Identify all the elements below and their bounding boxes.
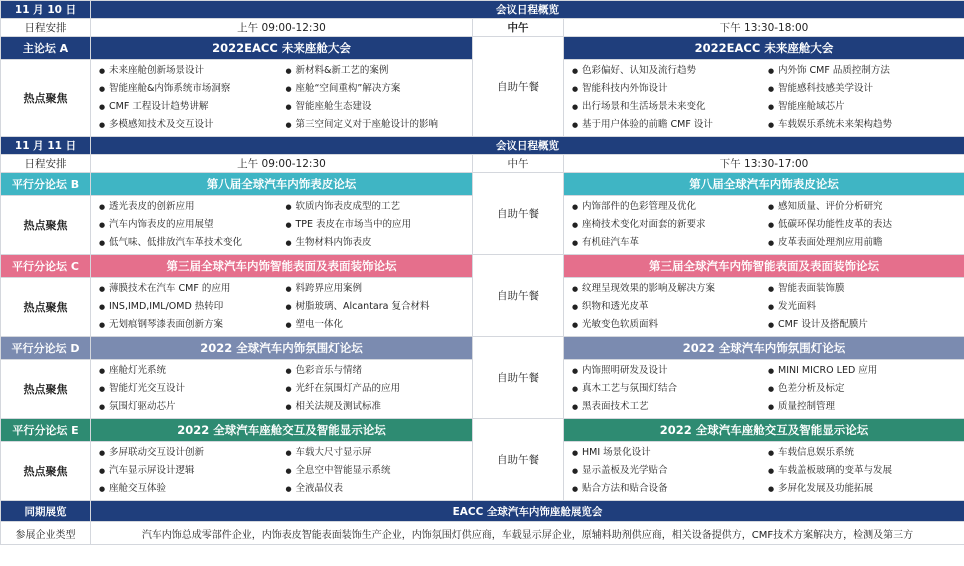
forum-title-row	[1, 173, 964, 196]
topic-item: ● 智能表面装饰膜	[768, 280, 964, 298]
overview-title: 会议日程概览	[91, 1, 964, 19]
topic-list	[91, 60, 472, 136]
hot-topics-label: 热点聚焦	[1, 360, 91, 419]
topic-list	[91, 278, 472, 336]
topic-list	[564, 360, 964, 418]
forum-title-row	[1, 37, 964, 60]
topic-item: ● 光敏变色软质面料	[572, 316, 768, 334]
topic-item: ● 座舱“空间重构”解决方案	[286, 80, 473, 98]
exhibitor-row	[1, 522, 964, 545]
noon-label: 中午	[473, 155, 564, 173]
topic-item: ● 光纤在氛围灯产品的应用	[286, 380, 473, 398]
topic-item: ● 智能座舱&内饰系统市场洞察	[99, 80, 286, 98]
pm-topics	[564, 196, 964, 255]
topic-item: ● 纹理呈现效果的影响及解决方案	[572, 280, 768, 298]
pm-topics	[564, 278, 964, 337]
forum-title-row	[1, 419, 964, 442]
schedule-row	[1, 19, 964, 37]
exhibitor-label: 参展企业类型	[1, 522, 91, 545]
hot-topics-label: 热点聚焦	[1, 442, 91, 501]
forum-am-title: 2022EACC 未来座舱大会	[91, 37, 473, 60]
topic-item: ● 座椅技术变化对面套的新要求	[572, 216, 768, 234]
morning-time: 上午 09:00-12:30	[91, 155, 473, 173]
lunch-cell: 自助午餐	[473, 37, 564, 137]
topic-item: ● 汽车内饰表皮的应用展望	[99, 216, 286, 234]
topic-item: ● 织物和透光皮革	[572, 298, 768, 316]
topic-item: ● MINI MICRO LED 应用	[768, 362, 964, 380]
schedule-label: 日程安排	[1, 155, 91, 173]
afternoon-time: 下午 13:30-18:00	[564, 19, 964, 37]
topic-item: ● 智能座舱生态建设	[286, 98, 473, 116]
am-topics	[91, 360, 473, 419]
am-topics	[91, 442, 473, 501]
topic-item: ● CMF 工程设计趋势讲解	[99, 98, 286, 116]
topic-item: ● 皮革表面处理剂应用前瞻	[768, 234, 964, 252]
topic-list	[91, 196, 472, 254]
forum-am-title: 2022 全球汽车内饰氛围灯论坛	[91, 337, 473, 360]
topic-item: ● 色差分析及标定	[768, 380, 964, 398]
topic-item: ● 色彩偏好、认知及流行趋势	[572, 62, 768, 80]
topic-item: ● 发光面料	[768, 298, 964, 316]
topic-item: ● 无划痕钢琴漆表面创新方案	[99, 316, 286, 334]
forum-label: 平行分论坛 C	[1, 255, 91, 278]
morning-time: 上午 09:00-12:30	[91, 19, 473, 37]
lunch-cell: 自助午餐	[473, 419, 564, 501]
topic-item: ● 生物材料内饰表皮	[286, 234, 473, 252]
topic-item: ● 有机硅汽车革	[572, 234, 768, 252]
topic-item: ● 低气味、低排放汽车革技术变化	[99, 234, 286, 252]
afternoon-time: 下午 13:30-17:00	[564, 155, 964, 173]
forum-label: 平行分论坛 B	[1, 173, 91, 196]
day-header-row	[1, 137, 964, 155]
topic-item: ● 全息空中智能显示系统	[286, 462, 473, 480]
forum-pm-title: 2022 全球汽车内饰氛围灯论坛	[564, 337, 964, 360]
topic-item: ● 座舱交互体验	[99, 480, 286, 498]
topic-item: ● 软质内饰表皮成型的工艺	[286, 198, 473, 216]
topic-item: ● 塑电一体化	[286, 316, 473, 334]
am-topics	[91, 278, 473, 337]
topic-item: ● 感知质量、评价分析研究	[768, 198, 964, 216]
topic-item: ● 氛围灯驱动芯片	[99, 398, 286, 416]
topic-item: ● 贴合方法和贴合设备	[572, 480, 768, 498]
topic-list	[91, 360, 472, 418]
hot-topics-label: 热点聚焦	[1, 60, 91, 137]
topic-list	[91, 442, 472, 500]
topic-item: ● 全液晶仪表	[286, 480, 473, 498]
topic-item: ● 新材料&新工艺的案例	[286, 62, 473, 80]
topic-list	[564, 60, 964, 136]
topic-item: ● 多模感知技术及交互设计	[99, 116, 286, 134]
forum-pm-title: 2022EACC 未来座舱大会	[564, 37, 964, 60]
topic-item: ● 相关法规及测试标准	[286, 398, 473, 416]
topic-item: ● 智能科技内外饰设计	[572, 80, 768, 98]
topic-item: ● 透光表皮的创新应用	[99, 198, 286, 216]
topic-item: ● 车载娱乐系统未来架构趋势	[768, 116, 964, 134]
forum-label: 平行分论坛 E	[1, 419, 91, 442]
topic-item: ● 内饰部件的色彩管理及优化	[572, 198, 768, 216]
topic-item: ● 内外饰 CMF 品质控制方法	[768, 62, 964, 80]
overview-title: 会议日程概览	[91, 137, 964, 155]
topic-item: ● 未来座舱创新场景设计	[99, 62, 286, 80]
topic-item: ● INS,IMD,IML/OMD 热转印	[99, 298, 286, 316]
day-date: 11 月 10 日	[1, 1, 91, 19]
forum-am-title: 2022 全球汽车座舱交互及智能显示论坛	[91, 419, 473, 442]
topic-item: ● 树脂玻璃、Alcantara 复合材料	[286, 298, 473, 316]
topic-list	[564, 196, 964, 254]
lunch-cell: 自助午餐	[473, 337, 564, 419]
am-topics	[91, 60, 473, 137]
topic-item: ● TPE 表皮在市场当中的应用	[286, 216, 473, 234]
topic-item: ● 智能感科技感美学设计	[768, 80, 964, 98]
topic-item: ● 内饰照明研发及设计	[572, 362, 768, 380]
topic-item: ● 色彩音乐与情绪	[286, 362, 473, 380]
pm-topics	[564, 60, 964, 137]
expo-label: 同期展览	[1, 501, 91, 522]
day-date: 11 月 11 日	[1, 137, 91, 155]
schedule-row	[1, 155, 964, 173]
topic-item: ● HMI 场景化设计	[572, 444, 768, 462]
topic-item: ● 出行场景和生活场景未来变化	[572, 98, 768, 116]
exhibitor-types: 汽车内饰总成零部件企业，内饰表皮智能表面装饰生产企业，内饰氛围灯供应商，车载显示屏企业，原辅料助剂供应商，相关设备提供方，CMF技术方案解决方，检测及第三方	[91, 522, 964, 545]
lunch-cell: 自助午餐	[473, 173, 564, 255]
topic-item: ● 基于用户体验的前瞻 CMF 设计	[572, 116, 768, 134]
am-topics	[91, 196, 473, 255]
forum-am-title: 第八届全球汽车内饰表皮论坛	[91, 173, 473, 196]
forum-pm-title: 第八届全球汽车内饰表皮论坛	[564, 173, 964, 196]
topic-item: ● 多屏联动交互设计创新	[99, 444, 286, 462]
forum-pm-title: 第三届全球汽车内饰智能表面及表面装饰论坛	[564, 255, 964, 278]
forum-title-row	[1, 255, 964, 278]
forum-label: 主论坛 A	[1, 37, 91, 60]
lunch-cell: 自助午餐	[473, 255, 564, 337]
forum-pm-title: 2022 全球汽车座舱交互及智能显示论坛	[564, 419, 964, 442]
forum-label: 平行分论坛 D	[1, 337, 91, 360]
topic-item: ● 真木工艺与氛围灯结合	[572, 380, 768, 398]
hot-topics-label: 热点聚焦	[1, 278, 91, 337]
schedule-label: 日程安排	[1, 19, 91, 37]
topic-item: ● 薄膜技术在汽车 CMF 的应用	[99, 280, 286, 298]
topic-list	[564, 278, 964, 336]
day-header-row	[1, 1, 964, 19]
pm-topics	[564, 360, 964, 419]
topic-item: ● 第三空间定义对于座舱设计的影响	[286, 116, 473, 134]
topic-item: ● 车载信息娱乐系统	[768, 444, 964, 462]
topic-item: ● 汽车显示屏设计逻辑	[99, 462, 286, 480]
topic-item: ● 智能座舱域芯片	[768, 98, 964, 116]
topic-item: ● 低碳环保功能性皮革的表达	[768, 216, 964, 234]
topic-item: ● 车载大尺寸显示屏	[286, 444, 473, 462]
topic-item: ● 车载盖板玻璃的变革与发展	[768, 462, 964, 480]
topic-item: ● 智能灯光交互设计	[99, 380, 286, 398]
topic-item: ● 显示盖板及光学贴合	[572, 462, 768, 480]
noon-label: 中午	[473, 19, 564, 37]
forum-title-row	[1, 337, 964, 360]
forum-am-title: 第三届全球汽车内饰智能表面及表面装饰论坛	[91, 255, 473, 278]
hot-topics-label: 热点聚焦	[1, 196, 91, 255]
pm-topics	[564, 442, 964, 501]
topic-item: ● 料跨界应用案例	[286, 280, 473, 298]
expo-title: EACC 全球汽车内饰座舱展览会	[91, 501, 964, 522]
topic-item: ● 座舱灯光系统	[99, 362, 286, 380]
topic-list	[564, 442, 964, 500]
topic-item: ● 多屏化发展及功能拓展	[768, 480, 964, 498]
topic-item: ● 黑表面技术工艺	[572, 398, 768, 416]
topic-item: ● 质量控制管理	[768, 398, 964, 416]
topic-item: ● CMF 设计及搭配膜片	[768, 316, 964, 334]
expo-row	[1, 501, 964, 522]
